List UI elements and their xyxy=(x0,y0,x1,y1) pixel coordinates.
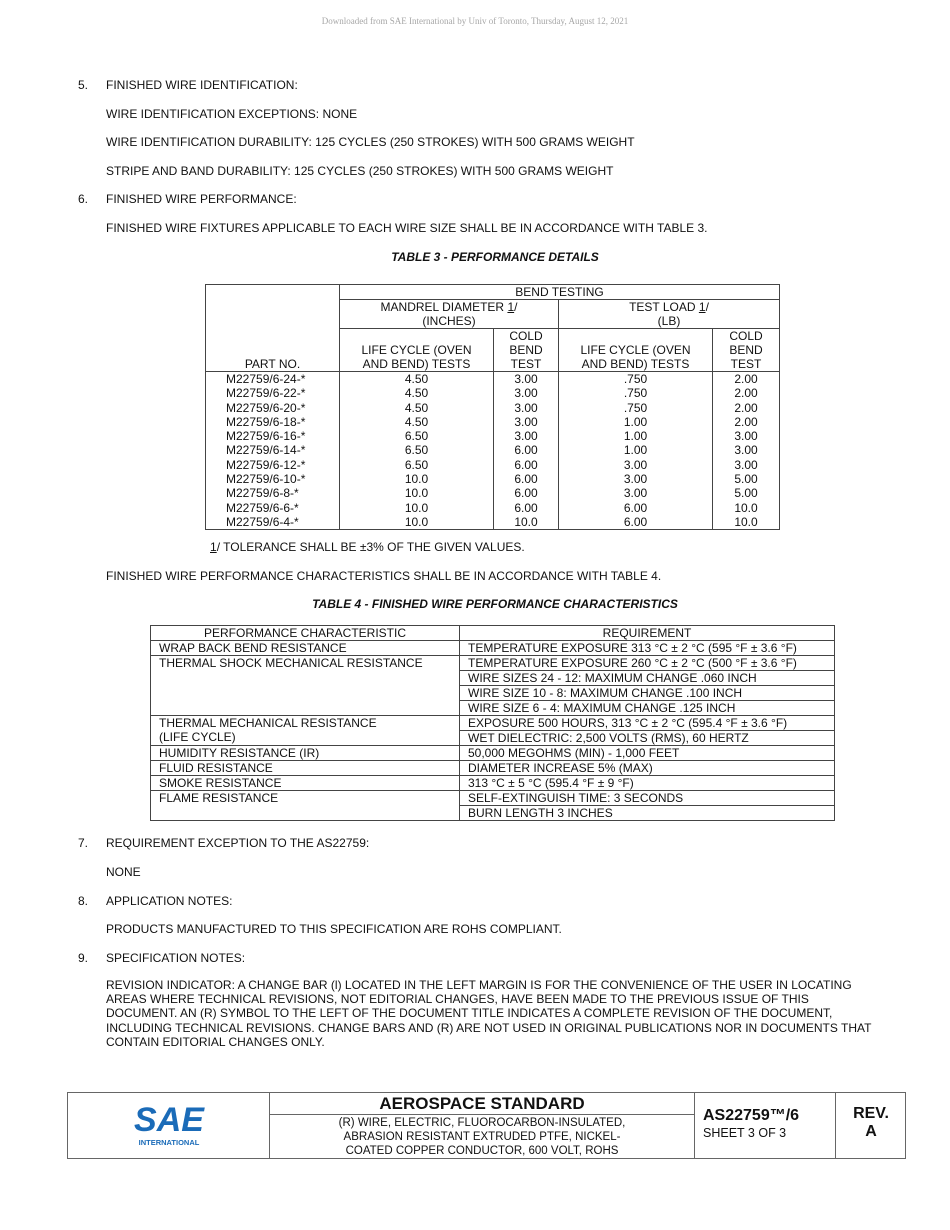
header-mandrel-life-cycle: LIFE CYCLE (OVEN AND BEND) TESTS xyxy=(340,329,494,372)
part-number-cell: M22759/6-24-* xyxy=(206,372,340,387)
section-6-title: FINISHED WIRE PERFORMANCE: xyxy=(106,192,297,206)
wire-id-exceptions: WIRE IDENTIFICATION EXCEPTIONS: NONE xyxy=(106,107,358,121)
section-5-title: FINISHED WIRE IDENTIFICATION: xyxy=(106,78,298,92)
table-row xyxy=(206,386,780,400)
part-number-cell: M22759/6-16-* xyxy=(206,429,340,443)
value-cell: 2.00 xyxy=(713,372,780,387)
value-cell: 6.50 xyxy=(340,458,494,472)
value-cell: 5.00 xyxy=(713,486,780,500)
flame-resistance-req: SELF-EXTINGUISH TIME: 3 SECONDS xyxy=(460,791,835,806)
value-cell: 10.0 xyxy=(340,515,494,530)
value-cell: 4.50 xyxy=(340,401,494,415)
table-4-caption: TABLE 4 - FINISHED WIRE PERFORMANCE CHARACTERISTICS xyxy=(312,597,678,611)
value-cell: 3.00 xyxy=(713,443,780,457)
value-cell: 6.00 xyxy=(494,501,559,515)
value-cell: 3.00 xyxy=(494,386,559,400)
value-cell: 6.50 xyxy=(340,429,494,443)
wrap-back-bend-req: TEMPERATURE EXPOSURE 313 °C ± 2 °C (595 °F ± 3.6 °F) xyxy=(460,641,835,656)
logo-sae-text: SAE xyxy=(134,1101,204,1139)
table-3-caption: TABLE 3 - PERFORMANCE DETAILS xyxy=(391,250,599,264)
wrap-back-bend: WRAP BACK BEND RESISTANCE xyxy=(151,641,460,656)
smoke-resistance: SMOKE RESISTANCE xyxy=(151,776,460,791)
section-6-intro: FINISHED WIRE FIXTURES APPLICABLE TO EACH WIRE SIZE SHALL BE IN ACCORDANCE WITH TABLE 3. xyxy=(106,221,708,235)
part-number-cell: M22759/6-10-* xyxy=(206,472,340,486)
table-4-intro: FINISHED WIRE PERFORMANCE CHARACTERISTICS SHALL BE IN ACCORDANCE WITH TABLE 4. xyxy=(106,569,662,583)
thermal-shock: THERMAL SHOCK MECHANICAL RESISTANCE xyxy=(151,656,460,716)
title-block xyxy=(67,1092,906,1159)
value-cell: 5.00 xyxy=(713,472,780,486)
document-number: AS22759™/6 xyxy=(703,1107,800,1124)
part-number-cell: M22759/6-8-* xyxy=(206,486,340,500)
document-number-cell xyxy=(695,1093,836,1158)
value-cell: 3.00 xyxy=(559,458,713,472)
performance-table-body xyxy=(206,372,780,530)
part-number-cell: M22759/6-6-* xyxy=(206,501,340,515)
table-row xyxy=(206,429,780,443)
title-cell xyxy=(270,1093,695,1158)
aerospace-standard-title: AEROSPACE STANDARD xyxy=(270,1093,694,1115)
humidity-resistance-req: 50,000 MEGOHMS (MIN) - 1,000 FEET xyxy=(460,746,835,761)
value-cell: 10.0 xyxy=(340,472,494,486)
value-cell: 4.50 xyxy=(340,372,494,387)
value-cell: 10.0 xyxy=(713,501,780,515)
value-cell: 3.00 xyxy=(713,458,780,472)
value-cell: .750 xyxy=(559,386,713,400)
value-cell: 6.00 xyxy=(559,501,713,515)
value-cell: 6.00 xyxy=(494,443,559,457)
table-3-footnote: 1/ TOLERANCE SHALL BE ±3% OF THE GIVEN VALUES. xyxy=(210,540,525,554)
table-row xyxy=(206,515,780,530)
section-9-title: SPECIFICATION NOTES: xyxy=(106,951,246,965)
section-8-title: APPLICATION NOTES: xyxy=(106,894,233,908)
part-number-cell: M22759/6-4-* xyxy=(206,515,340,530)
logo-international-text: INTERNATIONAL xyxy=(138,1138,200,1147)
header-mandrel-cold-bend: COLD BEND TEST xyxy=(494,329,559,372)
thermal-mechanical: THERMAL MECHANICAL RESISTANCE (LIFE CYCLE) xyxy=(151,716,460,746)
section-7-number: 7. xyxy=(78,836,89,850)
part-number-cell: M22759/6-20-* xyxy=(206,401,340,415)
table-row xyxy=(206,443,780,457)
revision-cell xyxy=(836,1093,906,1158)
value-cell: 10.0 xyxy=(340,501,494,515)
section-8-body: PRODUCTS MANUFACTURED TO THIS SPECIFICATION ARE ROHS COMPLIANT. xyxy=(106,922,562,936)
performance-details-table xyxy=(205,284,780,530)
fluid-resistance: FLUID RESISTANCE xyxy=(151,761,460,776)
table-row xyxy=(206,458,780,472)
value-cell: 6.50 xyxy=(340,443,494,457)
header-performance-characteristic: PERFORMANCE CHARACTERISTIC xyxy=(151,626,460,641)
value-cell: 2.00 xyxy=(713,401,780,415)
section-6-number: 6. xyxy=(78,192,89,206)
value-cell: 10.0 xyxy=(494,515,559,530)
section-5-number: 5. xyxy=(78,78,89,92)
stripe-band-durability: STRIPE AND BAND DURABILITY: 125 CYCLES (250 STROKES) WITH 500 GRAMS WEIGHT xyxy=(106,164,614,178)
table-row xyxy=(206,401,780,415)
part-number-cell: M22759/6-12-* xyxy=(206,458,340,472)
value-cell: 3.00 xyxy=(494,429,559,443)
value-cell: 2.00 xyxy=(713,386,780,400)
smoke-resistance-req: 313 °C ± 5 °C (595.4 °F ± 9 °F) xyxy=(460,776,835,791)
header-load-life-cycle: LIFE CYCLE (OVEN AND BEND) TESTS xyxy=(559,329,713,372)
flame-resistance-req: BURN LENGTH 3 INCHES xyxy=(460,806,835,821)
value-cell: 6.00 xyxy=(559,515,713,530)
value-cell: 4.50 xyxy=(340,386,494,400)
value-cell: 4.50 xyxy=(340,415,494,429)
performance-characteristics-table xyxy=(150,625,835,821)
value-cell: 6.00 xyxy=(494,486,559,500)
table-row xyxy=(206,501,780,515)
section-7-body: NONE xyxy=(106,865,141,879)
fluid-resistance-req: DIAMETER INCREASE 5% (MAX) xyxy=(460,761,835,776)
thermal-shock-req: WIRE SIZE 10 - 8: MAXIMUM CHANGE .100 INCH xyxy=(460,686,835,701)
header-load-cold-bend: COLD BEND TEST xyxy=(713,329,780,372)
value-cell: 6.00 xyxy=(494,458,559,472)
document-description: (R) WIRE, ELECTRIC, FLUOROCARBON-INSULATED, ABRASION RESISTANT EXTRUDED PTFE, NICKEL- COATED COPPER CONDUCTOR, 600 VOLT, ROHS xyxy=(338,1117,626,1157)
part-number-cell: M22759/6-14-* xyxy=(206,443,340,457)
header-part-no: PART NO. xyxy=(206,285,340,372)
value-cell: 3.00 xyxy=(494,415,559,429)
wire-id-durability: WIRE IDENTIFICATION DURABILITY: 125 CYCLES (250 STROKES) WITH 500 GRAMS WEIGHT xyxy=(106,135,635,149)
value-cell: 1.00 xyxy=(559,443,713,457)
value-cell: 3.00 xyxy=(559,486,713,500)
download-note: Downloaded from SAE International by Univ of Toronto, Thursday, August 12, 2021 xyxy=(321,16,629,26)
value-cell: .750 xyxy=(559,401,713,415)
table-row xyxy=(206,472,780,486)
section-9-number: 9. xyxy=(78,951,89,965)
revision-indicator-note: REVISION INDICATOR: A CHANGE BAR (l) LOCATED IN THE LEFT MARGIN IS FOR THE CONVENIENCE OF THE USER IN LOCATING AREAS WHERE TECHNICAL REVISIONS, NOT EDITORIAL CHANGES, HAVE BEEN MADE TO THE PREVIOUS ISSUE OF THIS DOCUMENT. AN (R) SYMBOL TO THE LEFT OF THE DOCUMENT TITLE INDICATES A COMPLETE REVISION OF THE DOCUMENT, INCLUDING TECHNICAL REVISIONS. CHANGE BARS AND (R) ARE NOT USED IN ORIGINAL PUBLICATIONS NOR IN DOCUMENTS THAT CONTAIN EDITORIAL CHANGES ONLY. xyxy=(106,978,872,1049)
thermal-shock-req: TEMPERATURE EXPOSURE 260 °C ± 2 °C (500 °F ± 3.6 °F) xyxy=(460,656,835,671)
thermal-mechanical-req: EXPOSURE 500 HOURS, 313 °C ± 2 °C (595.4 °F ± 3.6 °F) xyxy=(460,716,835,731)
humidity-resistance: HUMIDITY RESISTANCE (IR) xyxy=(151,746,460,761)
thermal-shock-req: WIRE SIZE 6 - 4: MAXIMUM CHANGE .125 INCH xyxy=(460,701,835,716)
table-row xyxy=(206,486,780,500)
value-cell: 10.0 xyxy=(713,515,780,530)
section-7-title: REQUIREMENT EXCEPTION TO THE AS22759: xyxy=(106,836,370,850)
value-cell: 6.00 xyxy=(494,472,559,486)
part-number-cell: M22759/6-22-* xyxy=(206,386,340,400)
table-row xyxy=(206,415,780,429)
value-cell: 3.00 xyxy=(559,472,713,486)
header-bend-testing: BEND TESTING xyxy=(340,285,780,300)
header-mandrel-diameter: MANDREL DIAMETER 1/ (INCHES) xyxy=(340,300,559,329)
header-requirement: REQUIREMENT xyxy=(460,626,835,641)
value-cell: 3.00 xyxy=(713,429,780,443)
header-test-load: TEST LOAD 1/ (LB) xyxy=(559,300,780,329)
value-cell: 10.0 xyxy=(340,486,494,500)
table-row xyxy=(206,372,780,387)
thermal-mechanical-req: WET DIELECTRIC: 2,500 VOLTS (RMS), 60 HERTZ xyxy=(460,731,835,746)
value-cell: 3.00 xyxy=(494,401,559,415)
sheet-number: SHEET 3 OF 3 xyxy=(703,1126,787,1140)
rev-label: REV. xyxy=(853,1105,889,1122)
value-cell: 1.00 xyxy=(559,429,713,443)
flame-resistance: FLAME RESISTANCE xyxy=(151,791,460,821)
value-cell: 1.00 xyxy=(559,415,713,429)
section-8-number: 8. xyxy=(78,894,89,908)
part-number-cell: M22759/6-18-* xyxy=(206,415,340,429)
value-cell: .750 xyxy=(559,372,713,387)
rev-value: A xyxy=(865,1123,877,1140)
value-cell: 3.00 xyxy=(494,372,559,387)
thermal-shock-req: WIRE SIZES 24 - 12: MAXIMUM CHANGE .060 INCH xyxy=(460,671,835,686)
sae-logo xyxy=(68,1093,270,1158)
value-cell: 2.00 xyxy=(713,415,780,429)
